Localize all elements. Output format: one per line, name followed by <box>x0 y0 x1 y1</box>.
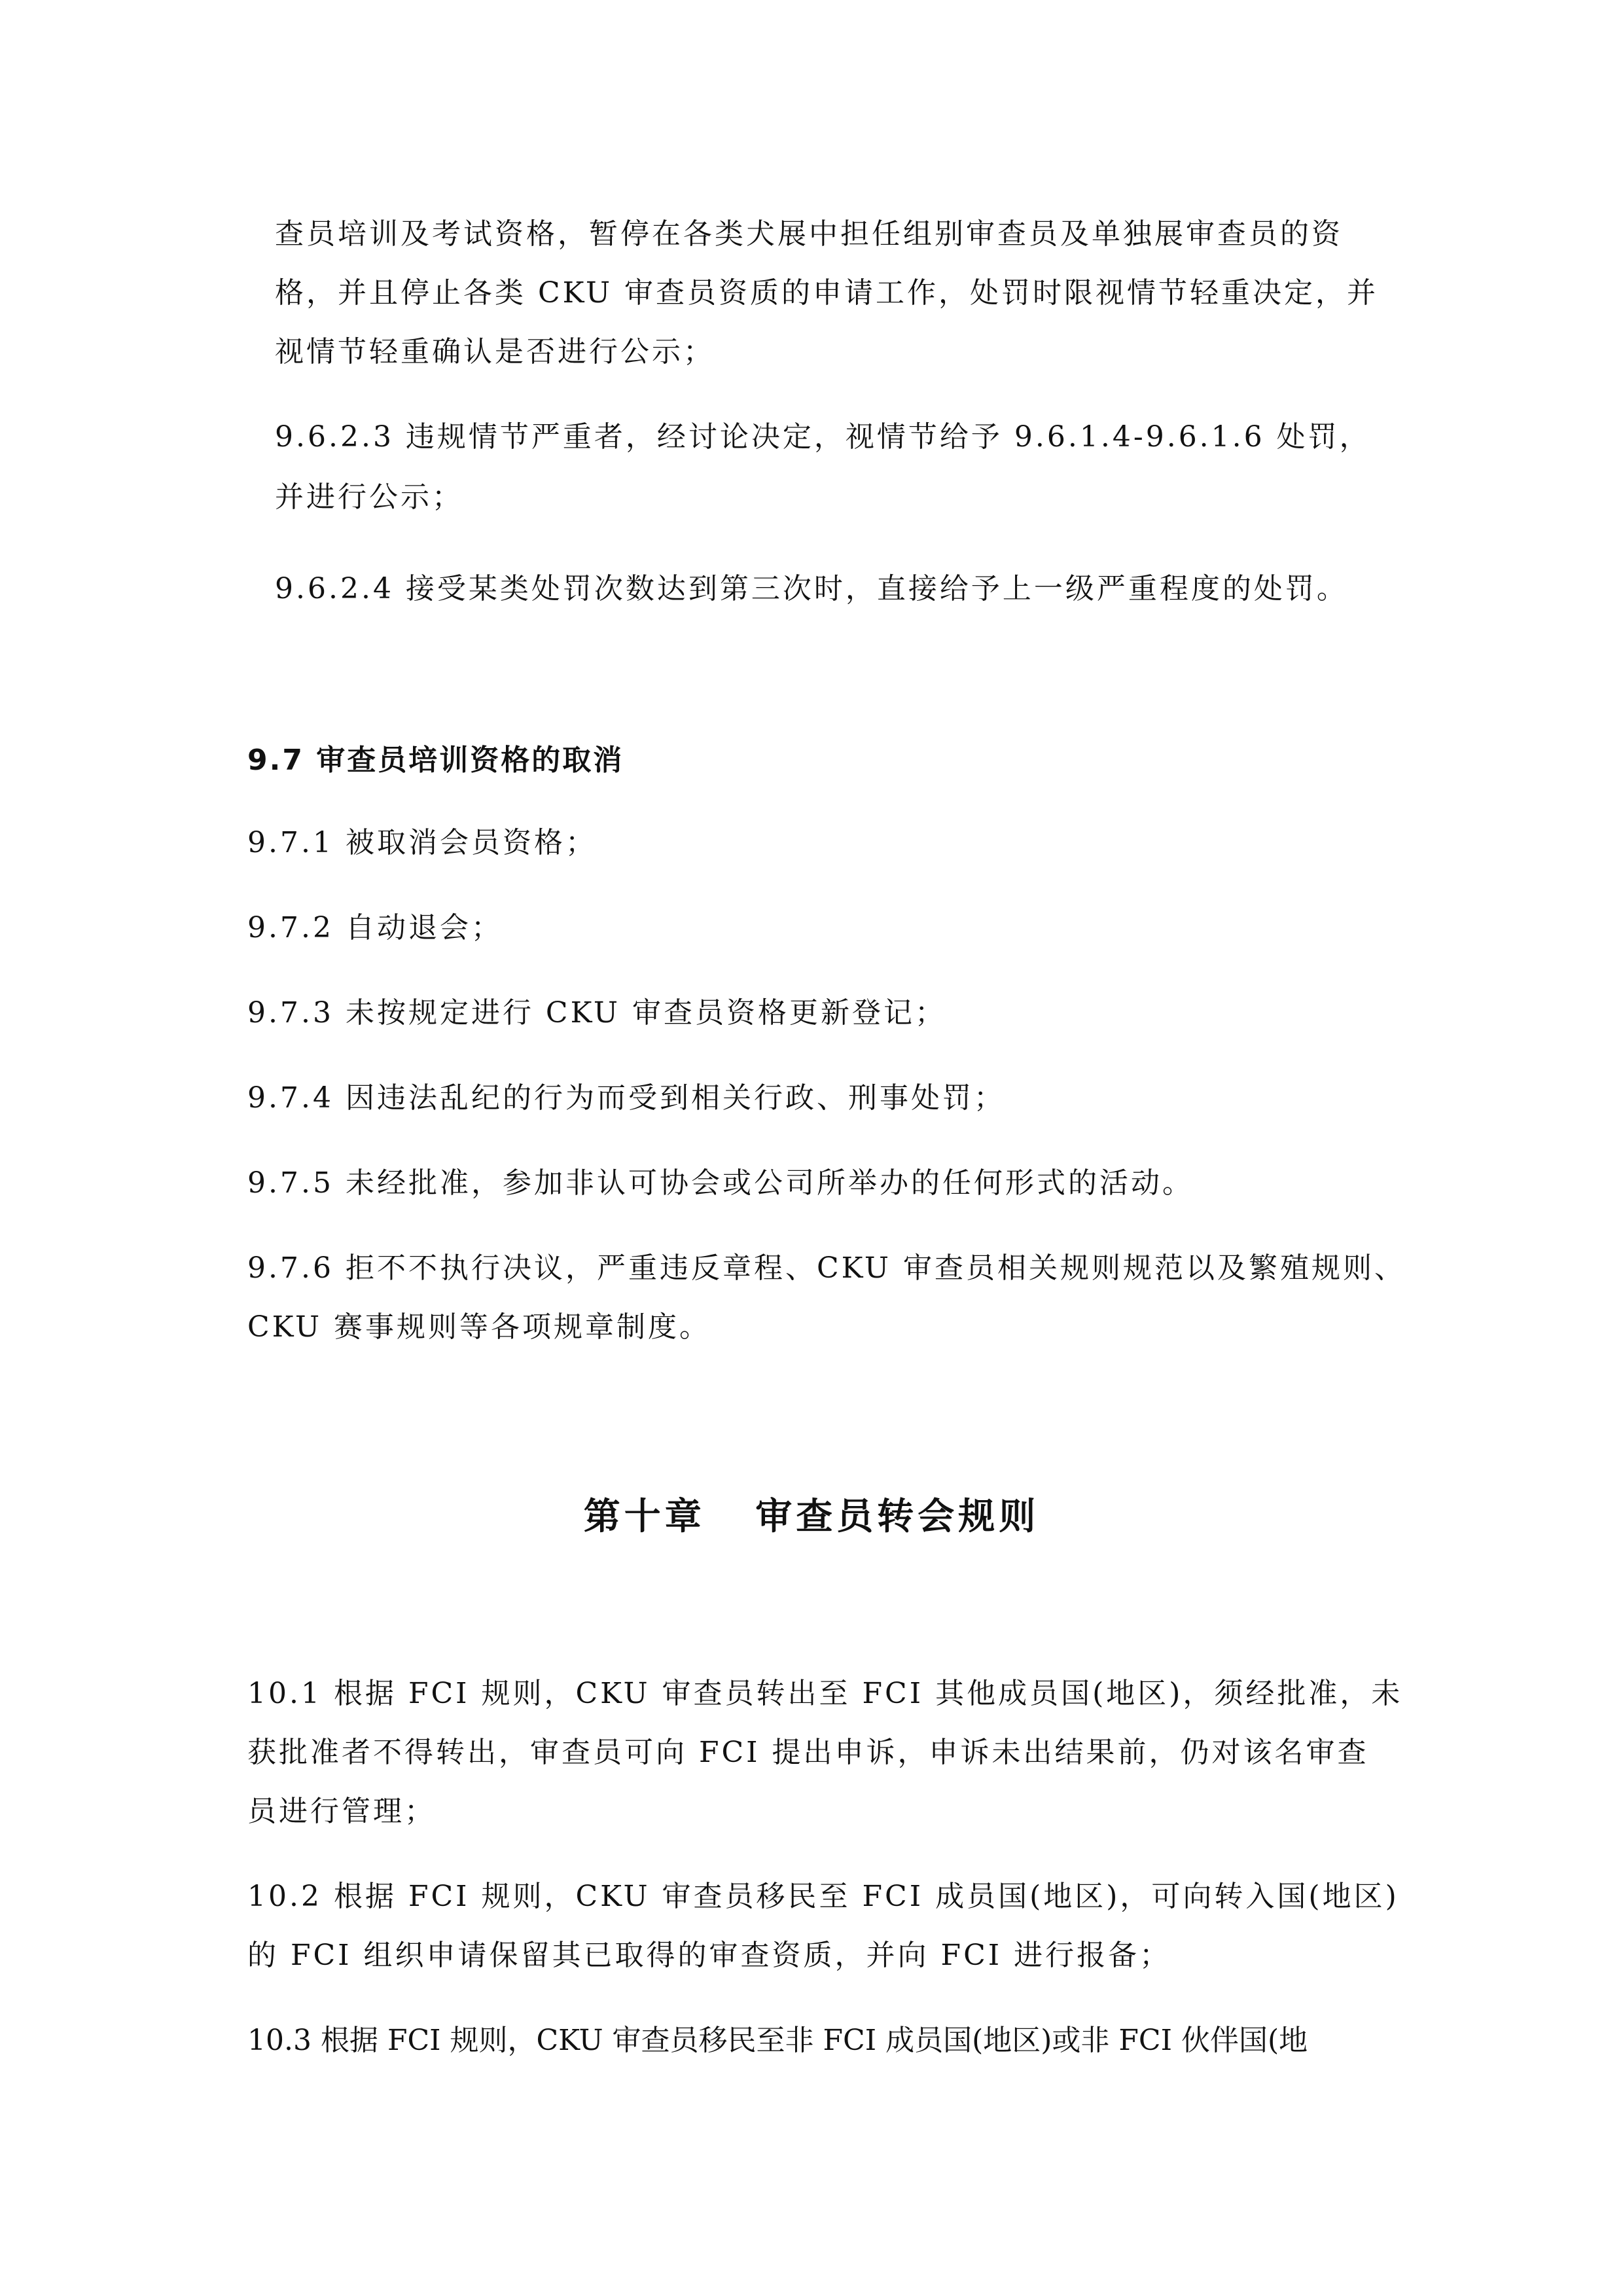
clause-9-7-1: 9.7.1 被取消会员资格； <box>247 826 597 859</box>
clause-9-6-2-3-cont: 并进行公示； <box>275 480 463 514</box>
clause-10-3: 10.3 根据 FCI 规则，CKU 审查员移民至非 FCI 成员国(地区)或非 FCI 伙伴国(地 <box>247 2024 1308 2057</box>
clause-9-7-3: 9.7.3 未按规定进行 CKU 审查员资格更新登记； <box>247 996 946 1030</box>
clause-9-7-6: 9.7.6 拒不不执行决议，严重违反章程、CKU 审查员相关规则规范以及繁殖规则、 <box>247 1251 1406 1285</box>
paragraph-line: 查员培训及考试资格，暂停在各类犬展中担任组别审查员及单独展审查员的资 <box>275 217 1343 251</box>
clause-10-1: 10.1 根据 FCI 规则，CKU 审查员转出至 FCI 其他成员国(地区)，须经批准，未 <box>247 1677 1403 1710</box>
section-heading-9-7: 9.7 审查员培训资格的取消 <box>247 744 624 777</box>
clause-10-1-cont: 获批准者不得转出，审查员可向 FCI 提出申诉，申诉未出结果前，仍对该名审查 <box>247 1736 1369 1769</box>
chapter-title: 第十章 审查员转会规则 <box>583 1496 1040 1538</box>
clause-9-7-6-cont: CKU 赛事规则等各项规章制度。 <box>247 1310 711 1344</box>
clause-9-6-2-3: 9.6.2.3 违规情节严重者，经讨论决定，视情节给予 9.6.1.4-9.6.1.6 处罚， <box>275 420 1371 454</box>
paragraph-line: 格，并且停止各类 CKU 审查员资质的申请工作，处罚时限视情节轻重决定，并 <box>275 276 1379 310</box>
clause-9-7-5: 9.7.5 未经批准，参加非认可协会或公司所举办的任何形式的活动。 <box>247 1166 1194 1200</box>
clause-9-6-2-4: 9.6.2.4 接受某类处罚次数达到第三次时，直接给予上一级严重程度的处罚。 <box>275 572 1348 605</box>
clause-9-7-2: 9.7.2 自动退会； <box>247 911 503 944</box>
clause-10-1-cont: 员进行管理； <box>247 1795 436 1828</box>
clause-10-2: 10.2 根据 FCI 规则，CKU 审查员移民至 FCI 成员国(地区)，可向转入国(地区) <box>247 1880 1399 1913</box>
clause-10-2-cont: 的 FCI 组织申请保留其已取得的审查资质，并向 FCI 进行报备； <box>247 1939 1171 1972</box>
clause-9-7-4: 9.7.4 因违法乱纪的行为而受到相关行政、刑事处罚； <box>247 1081 1005 1115</box>
paragraph-line: 视情节轻重确认是否进行公示； <box>275 335 715 368</box>
